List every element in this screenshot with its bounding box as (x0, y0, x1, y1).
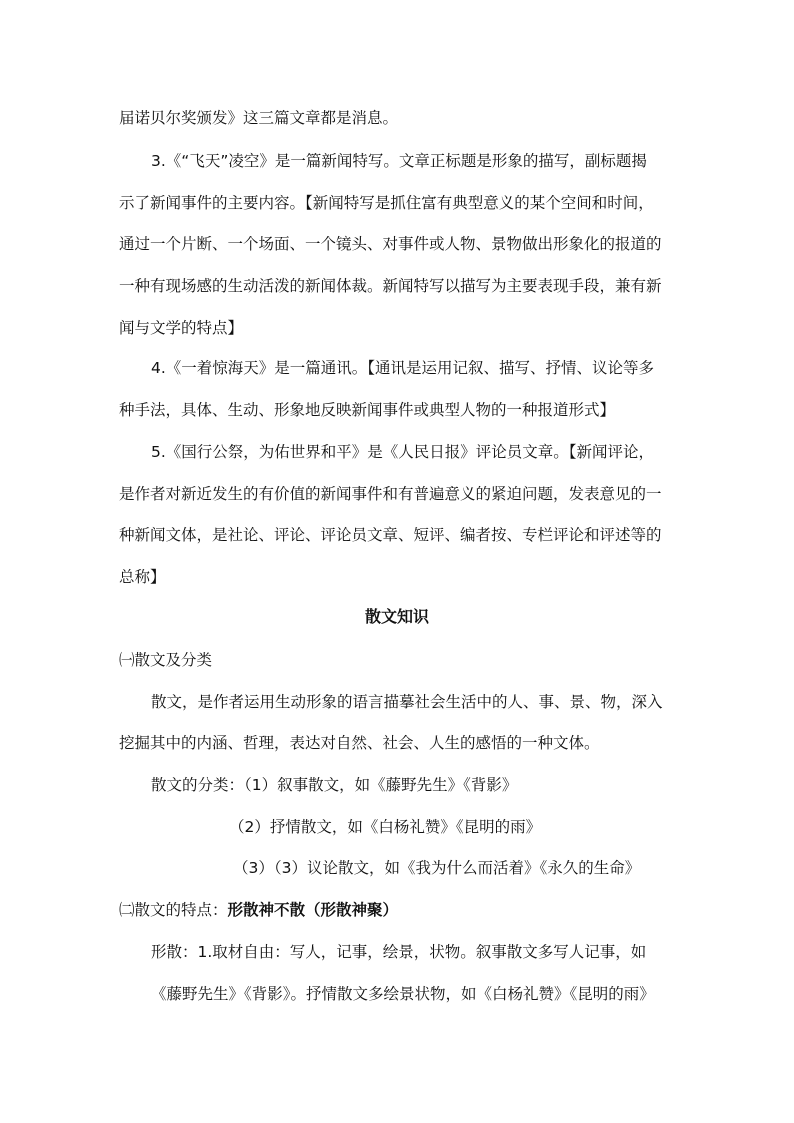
text-line: 种新闻文体，是社论、评论、评论员文章、短评、编者按、专栏评论和评述等的 (119, 526, 662, 544)
text-line: 一种有现场感的生动活泼的新闻体裁。新闻特写以描写为主要表现手段，兼有新 (119, 277, 662, 295)
text-line: 4.《一着惊海天》是一篇通讯。【通讯是运用记叙、描写、抒情、议论等多 (151, 359, 655, 377)
subheading-1: ㈠散文及分类 (119, 651, 213, 669)
subheading-2-bold: 形散神不散（形散神聚） (227, 901, 399, 919)
text-line: （3）（3）议论散文，如《我为什么而活着》《永久的生命》 (233, 859, 641, 877)
text-line: 5.《国行公祭，为佑世界和平》是《人民日报》评论员文章。【新闻评论， (151, 443, 655, 461)
text-line: 《藤野先生》《背影》。抒情散文多绘景状物，如《白杨礼赞》《昆明的雨》 (151, 985, 655, 1003)
text-line: 散文，是作者运用生动形象的语言描摹社会生活中的人、事、景、物，深入 (151, 693, 663, 711)
text-line: （2）抒情散文，如《白杨礼赞》《昆明的雨》 (229, 818, 542, 836)
subheading-2 (119, 900, 794, 920)
subheading-2-prefix: ㈡散文的特点： (119, 901, 228, 919)
text-line: 通过一个片断、一个场面、一个镜头、对事件或人物、景物做出形象化的报道的 (119, 235, 662, 253)
text-line: 种手法，具体、生动、形象地反映新闻事件或典型人物的一种报道形式】 (119, 401, 616, 419)
text-line: 3.《“飞天”凌空》是一篇新闻特写。文章正标题是形象的描写，副标题揭 (151, 152, 647, 170)
text-line: 示了新闻事件的主要内容。【新闻特写是抓住富有典型意义的某个空间和时间， (119, 194, 654, 212)
text-line: 总称】 (119, 568, 166, 586)
text-line: 闻与文学的特点】 (119, 319, 244, 337)
text-line: 形散：1.取材自由：写人，记事，绘景，状物。叙事散文多写人记事，如 (151, 943, 647, 961)
text-line: 届诺贝尔奖颁发》这三篇文章都是消息。 (119, 109, 399, 127)
section-title: 散文知识 (364, 607, 429, 626)
text-line: 挖掘其中的内涵、哲理，表达对自然、社会、人生的感悟的一种文体。 (119, 734, 600, 752)
text-line: 散文的分类：（1）叙事散文，如《藤野先生》《背影》 (151, 776, 518, 794)
text-line: 是作者对新近发生的有价值的新闻事件和有普遍意义的紧迫问题，发表意见的一 (119, 485, 662, 503)
